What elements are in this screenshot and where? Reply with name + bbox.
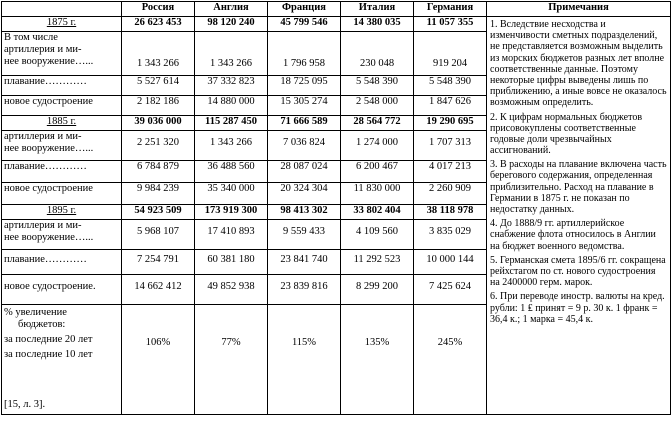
- row-label: новое судостроение: [2, 183, 122, 205]
- year-1875: 1875 г.: [2, 17, 122, 32]
- value-cell: 1 847 626: [414, 96, 487, 116]
- row-label: [2, 220, 122, 250]
- value-cell: 15 305 274: [268, 96, 341, 116]
- note-1: 1. Вследствие несходства и изменчивости сметных подразделений, не представляется возможным выделить из морских бюджетов разных лет вполне соответственные данные. Поэтому некоторые цифры выведены лишь по приближению, а иные вовсе не оказалось возможным определить.: [490, 19, 667, 109]
- notes-cell: [487, 17, 671, 415]
- value-cell: 14 662 412: [122, 275, 195, 305]
- value-cell: 6 784 879: [122, 161, 195, 183]
- percent-cell: 106%: [122, 305, 195, 415]
- value-cell: 230 048: [341, 32, 414, 76]
- total-cell: 98 413 302: [268, 205, 341, 220]
- value-cell: 2 548 000: [341, 96, 414, 116]
- row-label: [2, 131, 122, 161]
- value-cell: 5 968 107: [122, 220, 195, 250]
- value-cell: 1 343 266: [195, 131, 268, 161]
- total-cell: 173 919 300: [195, 205, 268, 220]
- label-line: за последние 10 лет: [4, 349, 93, 361]
- row-label: плавание…………: [2, 76, 122, 96]
- value-cell: 3 835 029: [414, 220, 487, 250]
- value-cell: 9 984 239: [122, 183, 195, 205]
- value-cell: 11 830 000: [341, 183, 414, 205]
- total-cell: 33 802 404: [341, 205, 414, 220]
- percent-cell: 77%: [195, 305, 268, 415]
- value-cell: 28 087 024: [268, 161, 341, 183]
- year-1895: 1895 г.: [2, 205, 122, 220]
- total-cell: 11 057 355: [414, 17, 487, 32]
- label-line: В том числе: [4, 32, 58, 43]
- value-cell: 60 381 180: [195, 250, 268, 275]
- value-cell: 10 000 144: [414, 250, 487, 275]
- total-cell: 71 666 589: [268, 116, 341, 131]
- value-cell: 7 254 791: [122, 250, 195, 275]
- value-cell: 2 182 186: [122, 96, 195, 116]
- note-2: 2. К цифрам нормальных бюджетов присовокуплены соответственные годовые доли чрезвычайных ассигнований.: [490, 111, 643, 157]
- value-cell: 2 260 909: [414, 183, 487, 205]
- total-cell: 39 036 000: [122, 116, 195, 131]
- total-cell: 115 287 450: [195, 116, 268, 131]
- naval-budget-table: [1, 1, 671, 415]
- note-5: 5. Германская смета 1895/6 гг. сокращена рейхстагом по ст. нового судостроения на 2400000 герм. марок.: [490, 254, 666, 289]
- header-row: [2, 2, 671, 17]
- value-cell: 919 204: [414, 32, 487, 76]
- percent-cell: 115%: [268, 305, 341, 415]
- label-line: артиллерия и ми-: [4, 44, 82, 56]
- row-label: новое судостроение: [2, 96, 122, 116]
- value-cell: 36 488 560: [195, 161, 268, 183]
- value-cell: 8 299 200: [341, 275, 414, 305]
- header-france: Франция: [268, 2, 341, 17]
- value-cell: 7 425 624: [414, 275, 487, 305]
- value-cell: 49 852 938: [195, 275, 268, 305]
- value-cell: 5 548 390: [414, 76, 487, 96]
- value-cell: 2 251 320: [122, 131, 195, 161]
- value-cell: 5 548 390: [341, 76, 414, 96]
- value-cell: 7 036 824: [268, 131, 341, 161]
- label-line: за последние 20 лет: [4, 334, 93, 346]
- row-label: [2, 32, 122, 76]
- total-cell: 98 120 240: [195, 17, 268, 32]
- total-cell: 45 799 546: [268, 17, 341, 32]
- value-cell: 35 340 000: [195, 183, 268, 205]
- value-cell: 1 796 958: [268, 32, 341, 76]
- value-cell: 17 410 893: [195, 220, 268, 250]
- row-label: плавание…………: [2, 250, 122, 275]
- value-cell: 5 527 614: [122, 76, 195, 96]
- value-cell: 20 324 304: [268, 183, 341, 205]
- row-label: плавание…………: [2, 161, 122, 183]
- value-cell: 11 292 523: [341, 250, 414, 275]
- note-6: 6. При переводе иностр. валюты на кред. рубли: 1 ₤ принят = 9 р. 30 к. 1 франк = 36,4 к.; 1 марка = 45,4 к.: [490, 291, 665, 325]
- value-cell: 1 343 266: [122, 32, 195, 76]
- total-cell: 26 623 453: [122, 17, 195, 32]
- total-cell: 38 118 978: [414, 205, 487, 220]
- value-cell: 4 017 213: [414, 161, 487, 183]
- header-russia: Россия: [122, 2, 195, 17]
- percent-label: [2, 305, 122, 415]
- value-cell: 37 332 823: [195, 76, 268, 96]
- label-line: артиллерия и ми-: [4, 131, 82, 142]
- total-cell: 28 564 772: [341, 116, 414, 131]
- header-italy: Италия: [341, 2, 414, 17]
- value-cell: 23 839 816: [268, 275, 341, 305]
- label-line: бюджетов:: [18, 319, 66, 331]
- value-cell: 4 109 560: [341, 220, 414, 250]
- label-line: нее вооружение…...: [4, 56, 94, 68]
- total-row-1875: [2, 17, 671, 32]
- value-cell: 1 707 313: [414, 131, 487, 161]
- percent-cell: 245%: [414, 305, 487, 415]
- total-cell: 19 290 695: [414, 116, 487, 131]
- label-line: артиллерия и ми-: [4, 220, 82, 231]
- note-4: 4. До 1888/9 гг. артиллерийское снабжение флота относилось в Англии на бюджет военного ведомства.: [490, 218, 656, 252]
- year-1885: 1885 г.: [2, 116, 122, 131]
- value-cell: 1 343 266: [195, 32, 268, 76]
- value-cell: 23 841 740: [268, 250, 341, 275]
- header-england: Англия: [195, 2, 268, 17]
- source-ref: [15, л. 3].: [4, 398, 46, 410]
- value-cell: 6 200 467: [341, 161, 414, 183]
- label-line: % увеличение: [4, 307, 67, 318]
- value-cell: 18 725 095: [268, 76, 341, 96]
- note-3: 3. В расходы на плавание включена часть берегового содержания, определенная приблизительно. Расход на плавание в Германии в 1875 г. не показан по недостатку данных.: [490, 159, 667, 215]
- value-cell: 1 274 000: [341, 131, 414, 161]
- label-line: нее вооружение…...: [4, 232, 94, 244]
- header-notes: Примечания: [487, 2, 671, 17]
- header-label: [2, 2, 122, 17]
- header-germany: Германия: [414, 2, 487, 17]
- value-cell: 9 559 433: [268, 220, 341, 250]
- percent-cell: 135%: [341, 305, 414, 415]
- row-label: новое судостроение.: [2, 275, 122, 305]
- value-cell: 14 880 000: [195, 96, 268, 116]
- label-line: нее вооружение…...: [4, 143, 94, 155]
- total-cell: 54 923 509: [122, 205, 195, 220]
- total-cell: 14 380 035: [341, 17, 414, 32]
